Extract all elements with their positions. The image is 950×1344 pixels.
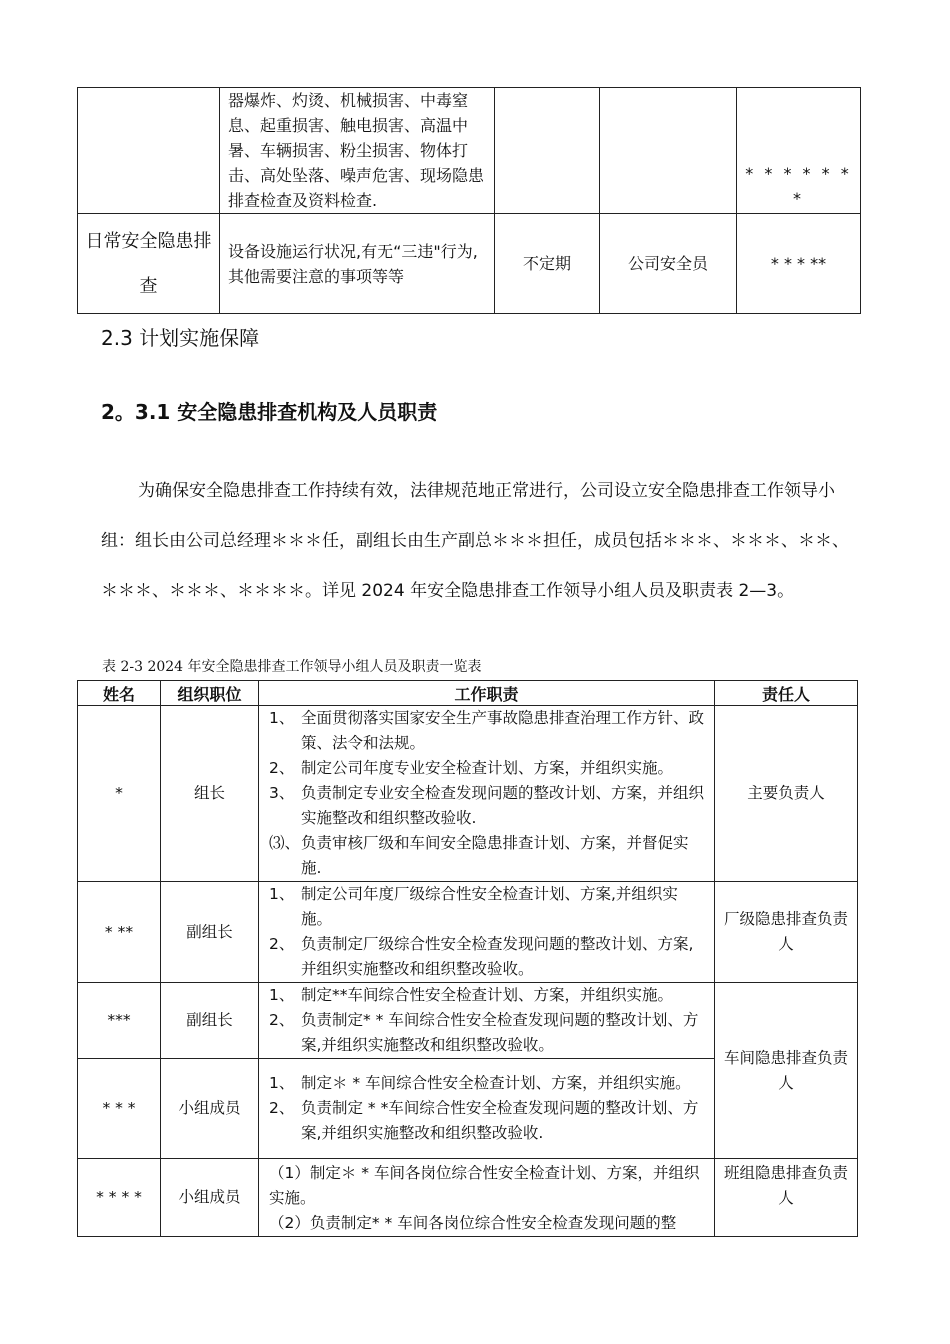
name-cell: *** <box>78 983 161 1059</box>
duty-number: 1、 <box>269 885 295 903</box>
leadership-duty-table <box>77 680 858 1237</box>
table-row <box>78 706 858 882</box>
table-header-row <box>78 681 858 706</box>
table-row <box>78 88 861 214</box>
responsible-cell: 厂级隐患排查负责人 <box>715 882 858 983</box>
duties-cell <box>259 1059 715 1159</box>
duty-item <box>269 781 708 831</box>
dept-cell <box>600 88 737 214</box>
position-cell: 小组成员 <box>161 1059 259 1159</box>
name-cell: * ** <box>78 882 161 983</box>
duty-text: 负责制定厂级综合性安全检查发现问题的整改计划、方案,并组织实施整改和组织整改验收。 <box>301 935 694 978</box>
duty-text: 制定**车间综合性安全检查计划、方案，并组织实施。 <box>301 986 674 1004</box>
duty-text: 制定＊ * 车间综合性安全检查计划、方案，并组织实施。 <box>301 1074 691 1092</box>
body-paragraph <box>101 466 861 616</box>
position-cell: 副组长 <box>161 983 259 1059</box>
paragraph-text: 为确保安全隐患排查工作持续有效，法律规范地正常进行，公司设立安全隐患排查工作领导小组：组长由公司总经理＊＊＊任，副组长由生产副总＊＊＊担任，成员包括＊＊＊、＊＊＊、＊＊、＊＊＊、＊＊＊、＊＊＊＊。详见 2024 年安全隐患排查工作领导小组人员及职责表 2—3。 <box>101 481 849 601</box>
duty-text: 负责制定* * 车间综合性安全检查发现问题的整改计划、方案,并组织实施整改和组织整改验收。 <box>301 1011 699 1054</box>
header-responsible: 责任人 <box>715 681 858 706</box>
duty-item <box>269 1008 708 1058</box>
duty-number: 2、 <box>269 1099 295 1117</box>
table-row <box>78 882 858 983</box>
hazard-plan-table <box>77 87 861 314</box>
duties-cell <box>259 983 715 1059</box>
table-caption: 表 2-3 2024 年安全隐患排查工作领导小组人员及职责一览表 <box>102 659 482 675</box>
responsible-cell: 主要负责人 <box>715 706 858 882</box>
duty-number: 2、 <box>269 935 295 953</box>
duty-text: 全面贯彻落实国家安全生产事故隐患排查治理工作方针、政策、法令和法规。 <box>301 709 705 752</box>
header-duties: 工作职责 <box>259 681 715 706</box>
frequency-cell: 不定期 <box>495 214 600 314</box>
duty-item <box>269 1096 708 1146</box>
duty-number: 1、 <box>269 709 295 727</box>
duty-item <box>269 756 708 781</box>
header-name: 姓名 <box>78 681 161 706</box>
position-cell: 副组长 <box>161 882 259 983</box>
duty-item <box>269 1161 708 1211</box>
responsible-cell: * * * ** <box>737 214 861 314</box>
type-cell: 日常安全隐患排查 <box>78 214 220 314</box>
duty-number: ⑶、 <box>269 834 301 852</box>
position-cell: 组长 <box>161 706 259 882</box>
name-cell: * * * <box>78 1059 161 1159</box>
header-position: 组织职位 <box>161 681 259 706</box>
duty-text: 制定公司年度厂级综合性安全检查计划、方案,并组织实施。 <box>301 885 678 928</box>
duty-number: 1、 <box>269 986 295 1004</box>
position-cell: 小组成员 <box>161 1159 259 1237</box>
duties-cell <box>259 1159 715 1237</box>
duty-number: 2、 <box>269 759 295 777</box>
duty-text: 负责制定 * *车间综合性安全检查发现问题的整改计划、方案,并组织实施整改和组织整改验收. <box>301 1099 699 1142</box>
duty-item <box>269 831 708 881</box>
duties-cell <box>259 706 715 882</box>
name-cell: * <box>78 706 161 882</box>
duty-item <box>269 1211 708 1236</box>
duties-cell <box>259 882 715 983</box>
name-cell: * * * * <box>78 1159 161 1237</box>
duty-number: 3、 <box>269 784 295 802</box>
duty-number: （2） <box>269 1214 310 1232</box>
section-heading: 2.3 计划实施保障 <box>101 326 260 350</box>
responsible-cell: 班组隐患排查负责人 <box>715 1159 858 1237</box>
duty-item <box>269 983 708 1008</box>
subsection-heading: 2。3.1 安全隐患排查机构及人员职责 <box>101 400 438 424</box>
table-row <box>78 1159 858 1237</box>
type-cell <box>78 88 220 214</box>
table-row <box>78 214 861 314</box>
duty-text: 制定公司年度专业安全检查计划、方案，并组织实施。 <box>301 759 674 777</box>
table-row <box>78 983 858 1059</box>
frequency-cell <box>495 88 600 214</box>
duty-text: 负责制定专业安全检查发现问题的整改计划、方案，并组织实施整改和组织整改验收. <box>301 784 705 827</box>
duty-item <box>269 1071 708 1096</box>
duty-item <box>269 932 708 982</box>
content-cell: 器爆炸、灼烫、机械损害、中毒窒息、起重损害、触电损害、高温中暑、车辆损害、粉尘损害、物体打击、高处坠落、噪声危害、现场隐患排查检查及资料检查. <box>220 88 495 214</box>
responsible-cell: * * * * * * * <box>737 88 861 214</box>
duty-item <box>269 706 708 756</box>
duty-text: 负责审核厂级和车间安全隐患排查计划、方案，并督促实施. <box>301 834 689 877</box>
duty-number: 2、 <box>269 1011 295 1029</box>
duty-number: （1） <box>269 1164 310 1182</box>
duty-number: 1、 <box>269 1074 295 1092</box>
duty-item <box>269 882 708 932</box>
dept-cell: 公司安全员 <box>600 214 737 314</box>
responsible-cell: 车间隐患排查负责人 <box>715 983 858 1159</box>
duty-text: 负责制定* * 车间各岗位综合性安全检查发现问题的整 <box>309 1214 677 1232</box>
duty-text: 制定＊ * 车间各岗位综合性安全检查计划、方案，并组织实施。 <box>269 1164 700 1207</box>
content-cell: 设备设施运行状况,有无“三违"行为,其他需要注意的事项等等 <box>220 214 495 314</box>
